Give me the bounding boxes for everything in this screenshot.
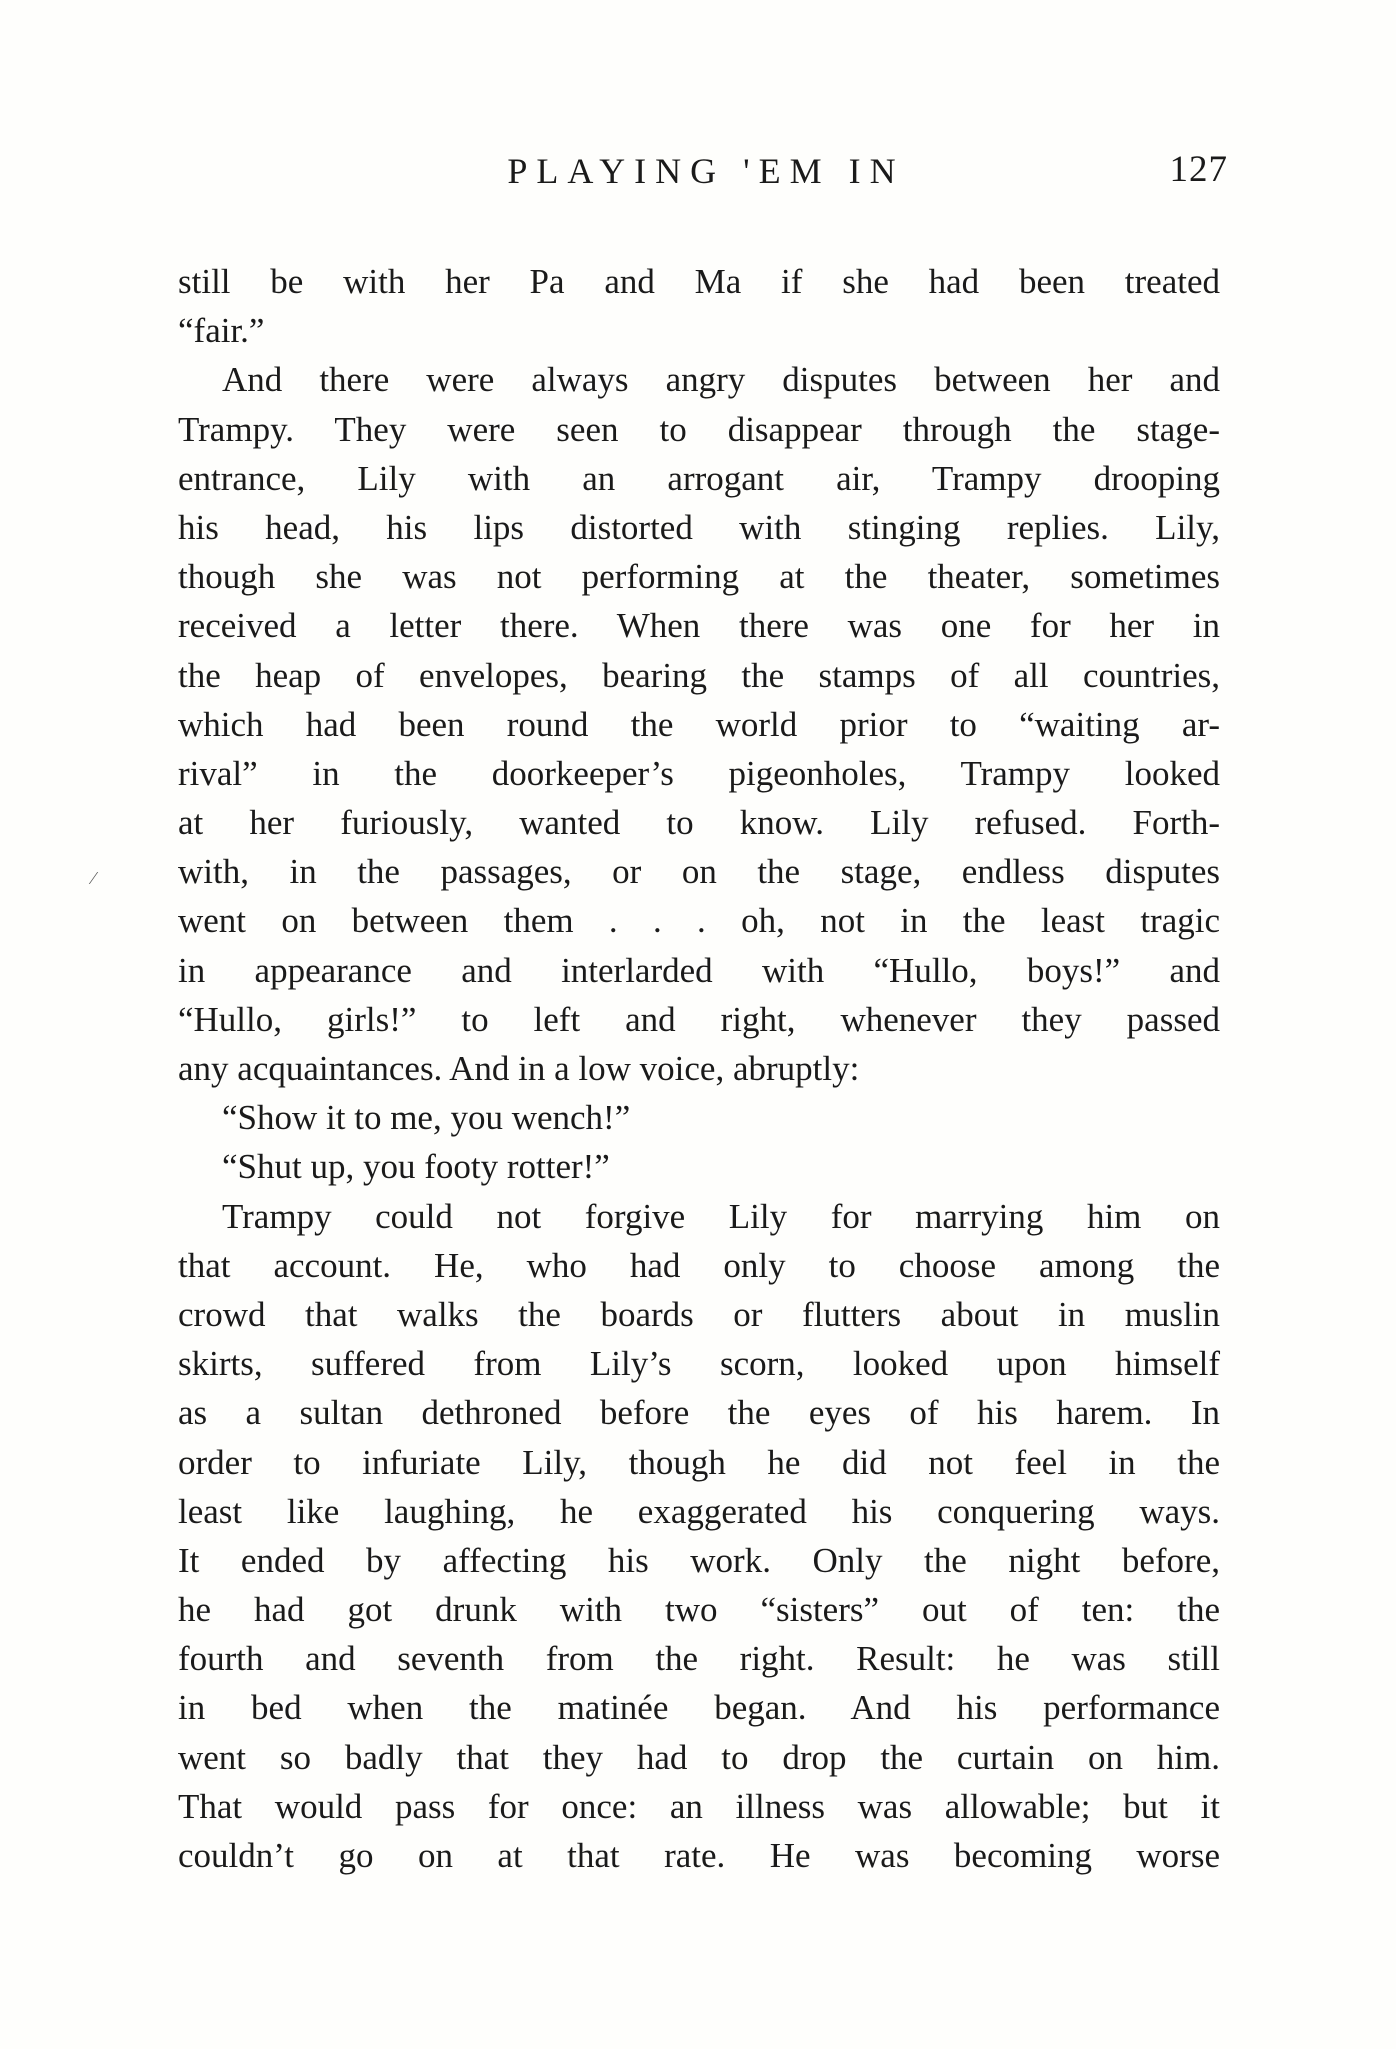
body-text xyxy=(178,257,1220,1880)
text-line: skirts, suffered from Lily’s scorn, looked upon himself xyxy=(178,1344,1220,1384)
running-head xyxy=(178,149,1228,200)
margin-mark: ⁄ xyxy=(92,868,96,888)
text-line: least like laughing, he exaggerated his conquering ways. xyxy=(178,1491,1220,1531)
text-line: fourth and seventh from the right. Result: he was still xyxy=(178,1639,1220,1679)
text-line: order to infuriate Lily, though he did not feel in the xyxy=(178,1442,1220,1482)
text-line: And there were always angry disputes between her and xyxy=(222,360,1220,400)
text-line: in appearance and interlarded with “Hullo, boys!” and xyxy=(178,950,1220,990)
text-line: as a sultan dethroned before the eyes of his harem. In xyxy=(178,1393,1220,1433)
text-line: received a letter there. When there was one for her in xyxy=(178,606,1220,646)
text-line: That would pass for once: an illness was allowable; but it xyxy=(178,1786,1220,1826)
text-line: his head, his lips distorted with stinging replies. Lily, xyxy=(178,507,1220,547)
text-line: with, in the passages, or on the stage, endless disputes xyxy=(178,852,1220,892)
text-line: “Show it to me, you wench!” xyxy=(222,1098,631,1138)
text-line: went so badly that they had to drop the curtain on him. xyxy=(178,1737,1220,1777)
text-line: It ended by affecting his work. Only the night before, xyxy=(178,1540,1220,1580)
text-line: crowd that walks the boards or flutters about in muslin xyxy=(178,1294,1220,1334)
running-title: PLAYING 'EM IN xyxy=(507,151,905,191)
text-line: which had been round the world prior to “waiting ar- xyxy=(178,704,1220,744)
text-line: Trampy. They were seen to disappear through the stage- xyxy=(178,409,1220,449)
text-line: Trampy could not forgive Lily for marrying him on xyxy=(222,1196,1220,1236)
text-line: in bed when the matinée began. And his performance xyxy=(178,1688,1220,1728)
text-line: though she was not performing at the theater, sometimes xyxy=(178,557,1220,597)
text-line: went on between them . . . oh, not in the least tragic xyxy=(178,901,1220,941)
text-line: couldn’t go on at that rate. He was becoming worse xyxy=(178,1836,1220,1875)
text-line: rival” in the doorkeeper’s pigeonholes, Trampy looked xyxy=(178,753,1220,793)
text-line: any acquaintances. And in a low voice, abruptly: xyxy=(178,1049,860,1088)
text-line: the heap of envelopes, bearing the stamps of all countries, xyxy=(178,655,1220,695)
text-line: he had got drunk with two “sisters” out of ten: the xyxy=(178,1590,1220,1630)
text-line: still be with her Pa and Ma if she had been treated xyxy=(178,262,1220,301)
text-line: at her furiously, wanted to know. Lily refused. Forth- xyxy=(178,803,1220,843)
text-line: entrance, Lily with an arrogant air, Trampy drooping xyxy=(178,458,1220,498)
text-line: “Hullo, girls!” to left and right, whenever they passed xyxy=(178,999,1220,1039)
text-line: that account. He, who had only to choose among the xyxy=(178,1245,1220,1285)
page-number: 127 xyxy=(1169,149,1228,190)
text-line: “Shut up, you footy rotter!” xyxy=(222,1147,610,1187)
text-line: “fair.” xyxy=(178,311,265,351)
